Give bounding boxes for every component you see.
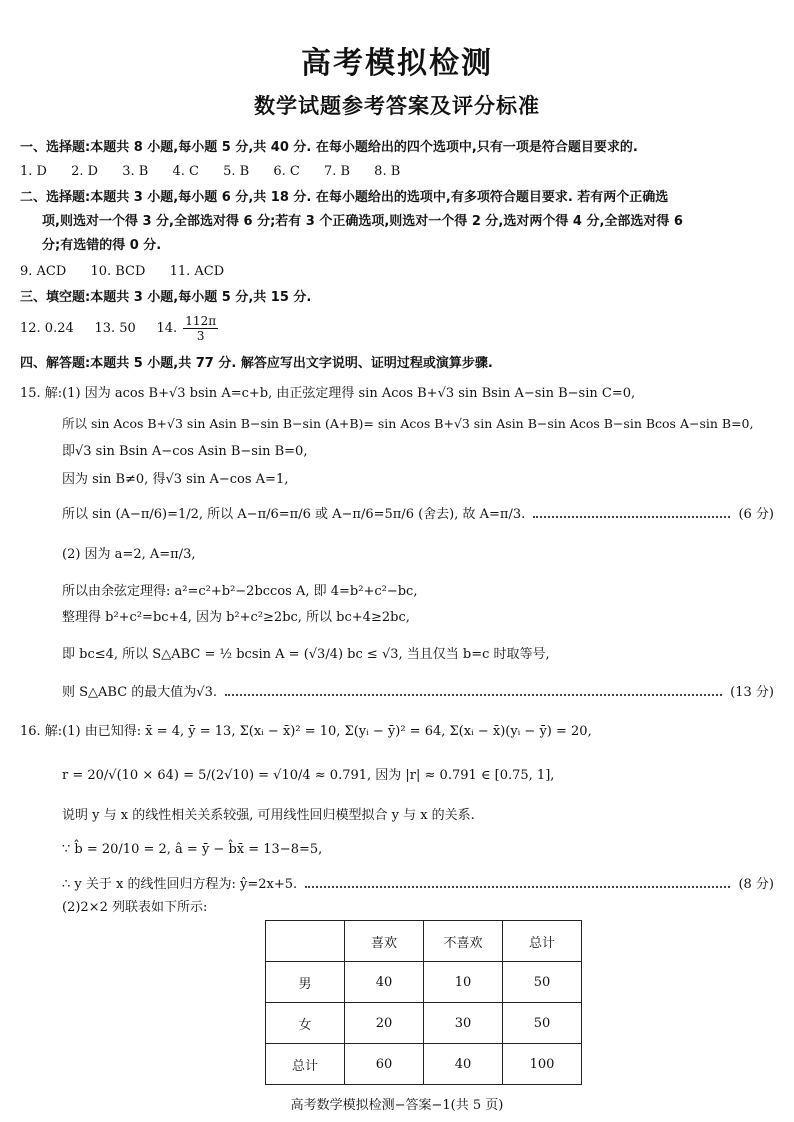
q15-line5-row bbox=[62, 505, 774, 525]
answer-14-fraction bbox=[183, 314, 218, 343]
answer-13: 13. 50 bbox=[94, 321, 136, 336]
q15-line5: 所以 sin (A−π/6)=1/2, 所以 A−π/6=π/6 或 A−π/6=5π/6 (舍去), 故 A=π/3. bbox=[62, 507, 526, 522]
section3-heading: 三、填空题:本题共 3 小题,每小题 5 分,共 15 分. bbox=[20, 290, 312, 305]
q16-line4: ∵ b̂ = 20/10 = 2, â = ȳ − b̂x̄ = 13−8=5, bbox=[62, 842, 323, 857]
section2-heading-line2: 项,则选对一个得 3 分,全部选对得 6 分;若有 3 个正确选项,则选对一个得 2 分,选对两个得 4 分,全部选对得 6 bbox=[42, 214, 683, 229]
table-cell: 男 bbox=[266, 962, 345, 1003]
q15-line3: 即√3 sin Bsin A−cos Asin B−sin B=0, bbox=[62, 444, 308, 459]
answer-1: 1. D bbox=[20, 164, 47, 179]
answer-11: 11. ACD bbox=[169, 264, 225, 279]
table-row bbox=[266, 962, 582, 1003]
table-header-cell: 总计 bbox=[503, 921, 582, 962]
answer-14-denominator: 3 bbox=[196, 329, 205, 343]
section3-answers bbox=[20, 314, 220, 343]
table-cell: 女 bbox=[266, 1003, 345, 1044]
q16-line6: (2)2×2 列联表如下所示: bbox=[62, 900, 208, 915]
page-title: 高考模拟检测 bbox=[301, 46, 493, 81]
contingency-table bbox=[265, 920, 582, 1085]
answer-5: 5. B bbox=[223, 164, 250, 179]
section2-answers bbox=[20, 262, 244, 282]
table-cell: 20 bbox=[345, 1003, 424, 1044]
table-cell: 40 bbox=[424, 1044, 503, 1085]
answer-3: 3. B bbox=[122, 164, 149, 179]
leader-dots bbox=[533, 516, 730, 518]
table-cell: 10 bbox=[424, 962, 503, 1003]
table-cell: 30 bbox=[424, 1003, 503, 1044]
q15-line2: 所以 sin Acos B+√3 sin Asin B−sin B−sin (A+B)= sin Acos B+√3 sin Asin B−sin Acos B−sin Bcos A−sin B=0, bbox=[62, 416, 754, 431]
answer-6: 6. C bbox=[273, 164, 300, 179]
table-cell: 50 bbox=[503, 962, 582, 1003]
answer-4: 4. C bbox=[172, 164, 199, 179]
q15-line1: 15. 解:(1) 因为 acos B+√3 bsin A=c+b, 由正弦定理得 sin Acos B+√3 sin Bsin A−sin B−sin C=0, bbox=[20, 386, 636, 401]
table-cell: 60 bbox=[345, 1044, 424, 1085]
table-cell: 总计 bbox=[266, 1044, 345, 1085]
page-footer: 高考数学模拟检测−答案−1(共 5 页) bbox=[290, 1098, 504, 1113]
table-header-cell: 喜欢 bbox=[345, 921, 424, 962]
table-header-cell bbox=[266, 921, 345, 962]
q15-line9: 即 bc≤4, 所以 S△ABC = ½ bcsin A = (√3/4) bc ≤ √3, 当且仅当 b=c 时取等号, bbox=[62, 647, 550, 662]
answer-7: 7. B bbox=[323, 164, 351, 179]
answer-14-numerator: 112π bbox=[185, 314, 217, 328]
table-row bbox=[266, 1003, 582, 1044]
table-cell: 40 bbox=[345, 962, 424, 1003]
q16-line5-row bbox=[62, 875, 774, 895]
q15-line10-row bbox=[62, 683, 774, 703]
leader-dots bbox=[305, 886, 730, 888]
q15-score-2: (13 分) bbox=[730, 685, 774, 700]
q16-line5: ∴ y 关于 x 的线性回归方程为: ŷ=2x+5. bbox=[62, 877, 298, 892]
section4-heading: 四、解答题:本题共 5 小题,共 77 分. 解答应写出文字说明、证明过程或演算步骤. bbox=[20, 356, 493, 371]
answer-2: 2. D bbox=[71, 164, 99, 179]
answer-14-label: 14. bbox=[156, 321, 178, 336]
q15-score-1: (6 分) bbox=[738, 507, 774, 522]
answer-10: 10. BCD bbox=[90, 264, 146, 279]
q16-score-1: (8 分) bbox=[738, 877, 774, 892]
q16-line2: r = 20/√(10 × 64) = 5/(2√10) = √10/4 ≈ 0.791, 因为 |r| ≈ 0.791 ∈ [0.75, 1], bbox=[62, 768, 555, 783]
table-cell: 100 bbox=[503, 1044, 582, 1085]
section1-answers bbox=[20, 162, 420, 182]
section2-heading-line3: 分;有选错的得 0 分. bbox=[42, 238, 162, 253]
answer-9: 9. ACD bbox=[20, 264, 67, 279]
q16-line3: 说明 y 与 x 的线性相关关系较强, 可用线性回归模型拟合 y 与 x 的关系. bbox=[62, 808, 475, 823]
answer-8: 8. B bbox=[374, 164, 401, 179]
q16-line1: 16. 解:(1) 由已知得: x̄ = 4, ȳ = 13, Σ(xᵢ − x̄)² = 10, Σ(yᵢ − ȳ)² = 64, Σ(xᵢ − x̄)(yᵢ − ȳ) = 20, bbox=[20, 724, 592, 739]
table-row bbox=[266, 1044, 582, 1085]
q15-line4: 因为 sin B≠0, 得√3 sin A−cos A=1, bbox=[62, 472, 289, 487]
section1-heading: 一、选择题:本题共 8 小题,每小题 5 分,共 40 分. 在每小题给出的四个选项中,只有一项是符合题目要求的. bbox=[20, 140, 638, 155]
answer-12: 12. 0.24 bbox=[20, 321, 74, 336]
q15-line10: 则 S△ABC 的最大值为√3. bbox=[62, 685, 217, 700]
page-subtitle: 数学试题参考答案及评分标准 bbox=[254, 94, 540, 118]
table-header-row bbox=[266, 921, 582, 962]
table-header-cell: 不喜欢 bbox=[424, 921, 503, 962]
section2-heading-line1: 二、选择题:本题共 3 小题,每小题 6 分,共 18 分. 在每小题给出的选项中,有多项符合题目要求. 若有两个正确选 bbox=[20, 190, 669, 205]
table-cell: 50 bbox=[503, 1003, 582, 1044]
q15-line6: (2) 因为 a=2, A=π/3, bbox=[62, 547, 196, 562]
q15-line8: 整理得 b²+c²=bc+4, 因为 b²+c²≥2bc, 所以 bc+4≥2bc, bbox=[62, 610, 410, 625]
leader-dots bbox=[225, 694, 722, 696]
q15-line7: 所以由余弦定理得: a²=c²+b²−2bccos A, 即 4=b²+c²−bc, bbox=[62, 584, 418, 599]
